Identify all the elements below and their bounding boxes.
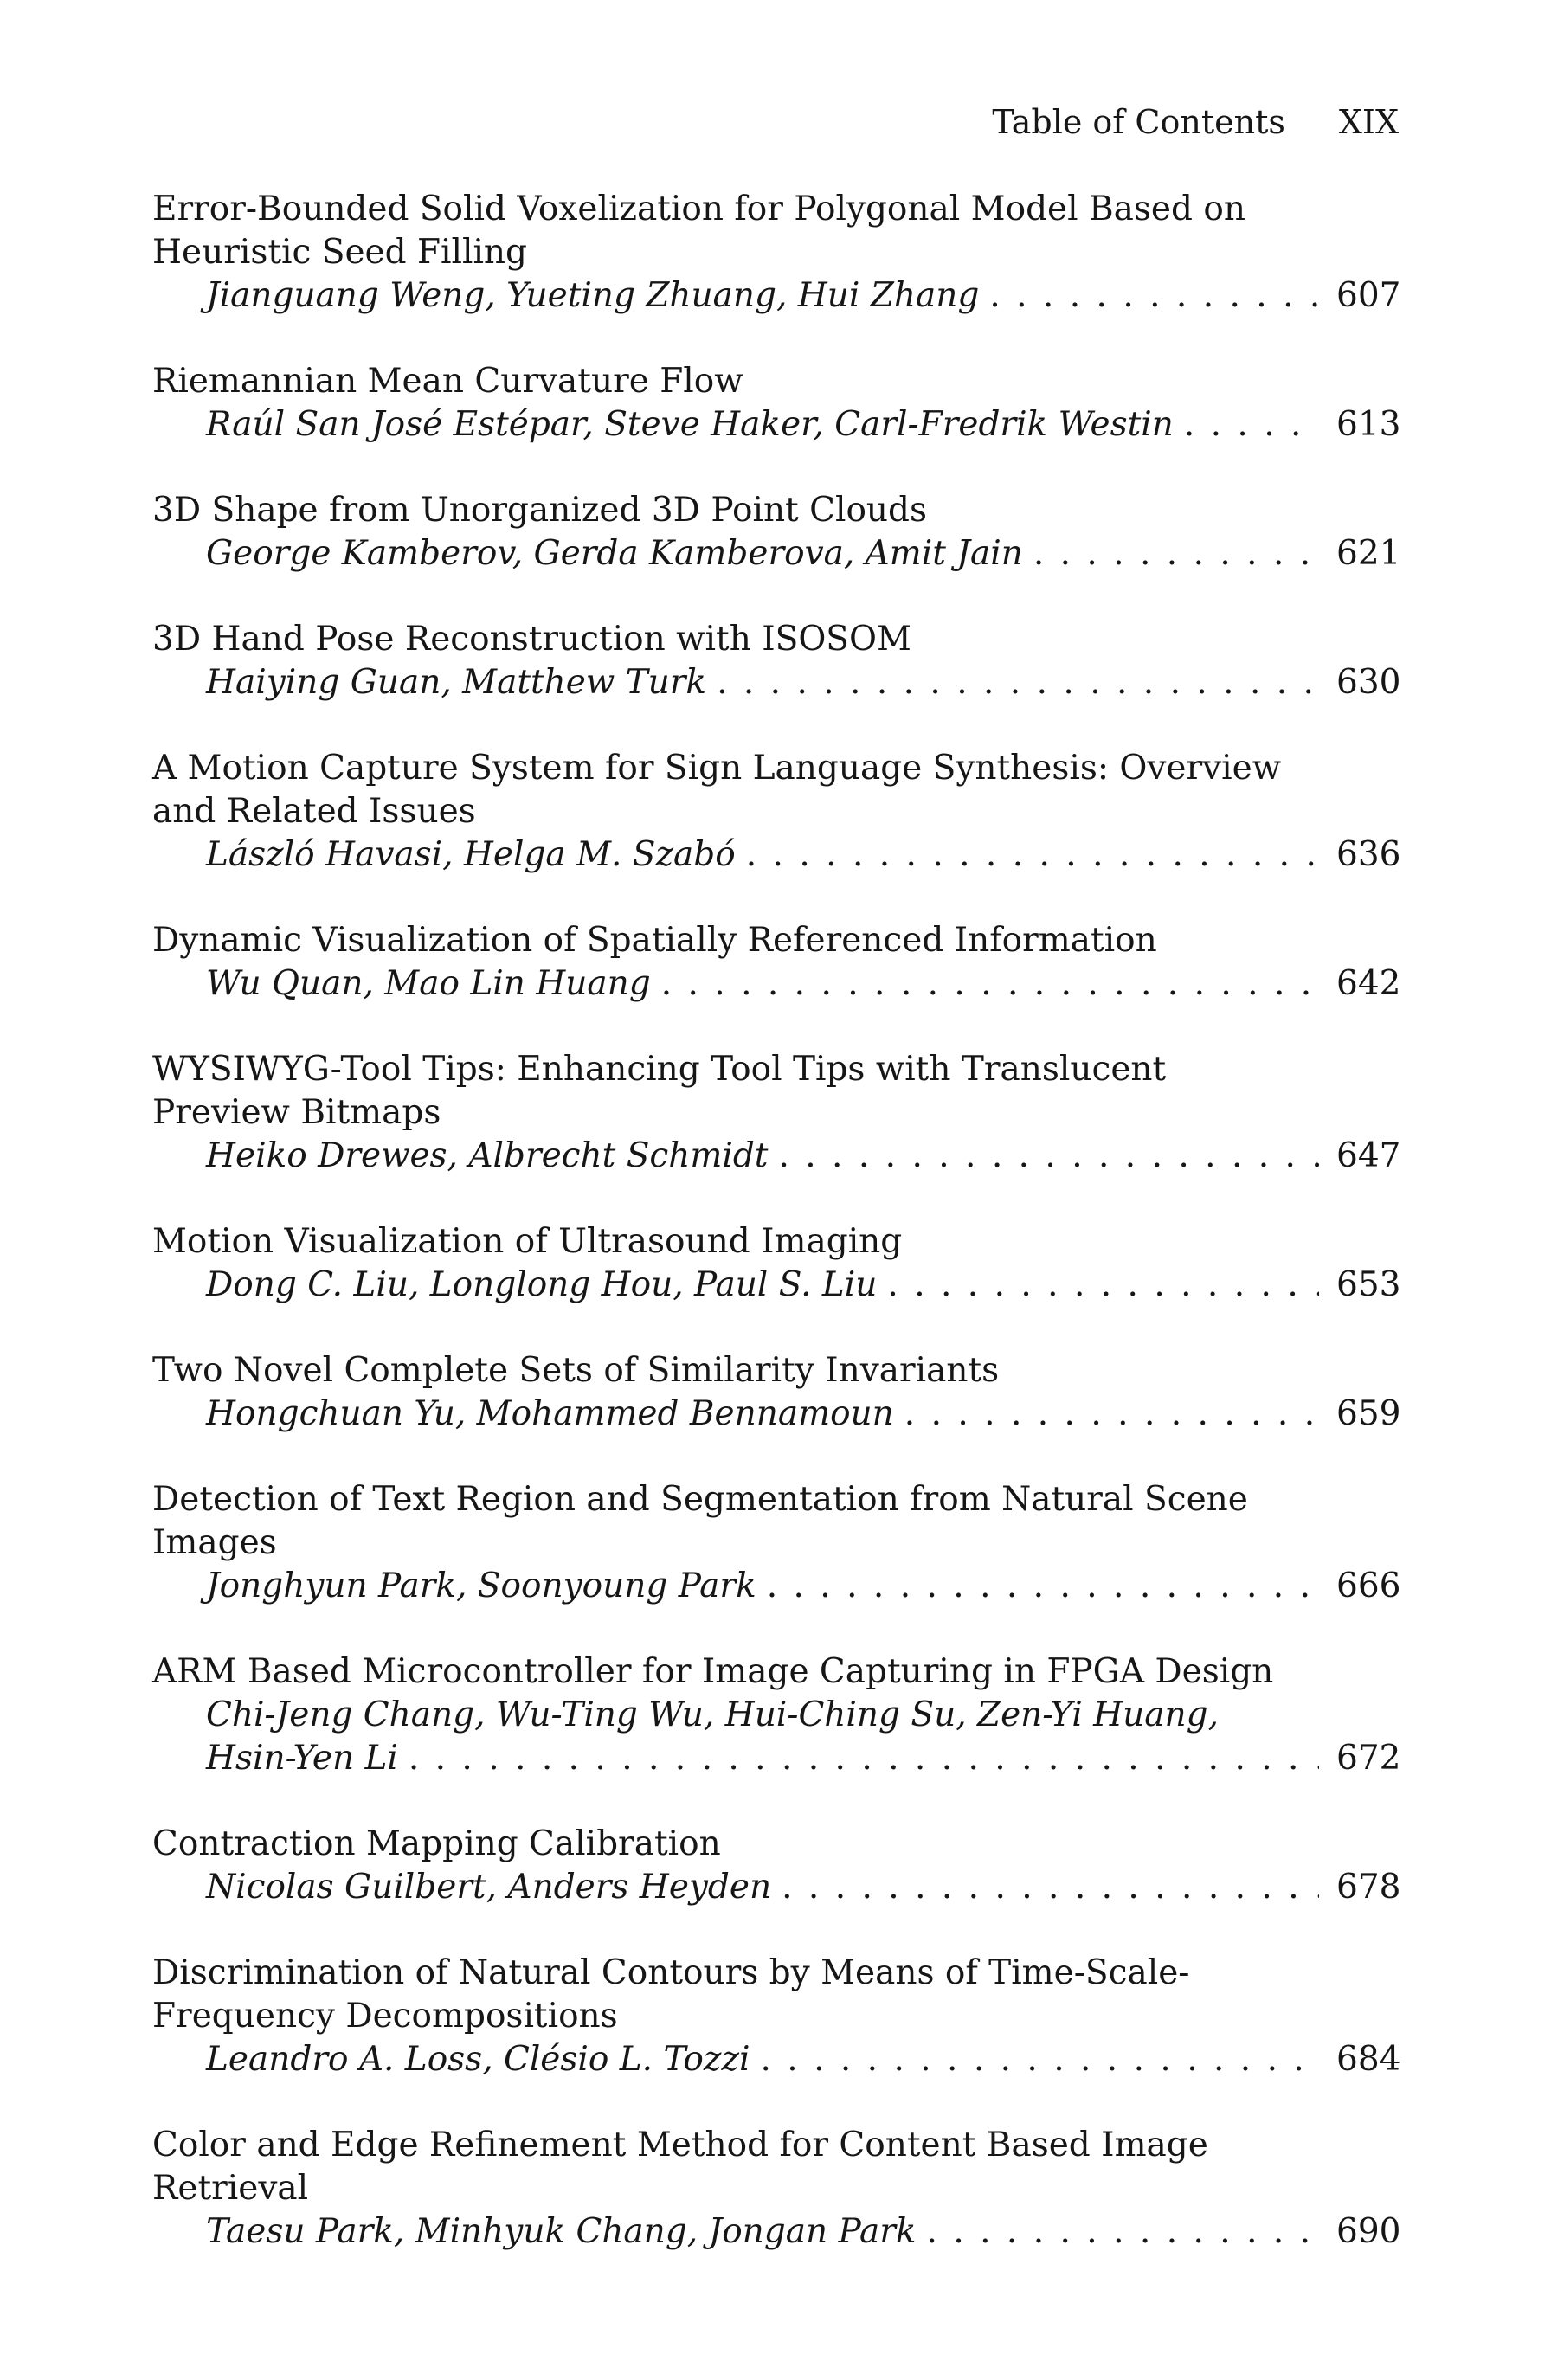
entry-page-number: 607 xyxy=(1336,276,1401,315)
entry-page-number: 647 xyxy=(1336,1136,1401,1175)
entry-authors: László Havasi, Helga M. Szabó xyxy=(206,835,736,874)
dot-leader xyxy=(1033,532,1319,576)
entry-title: WYSIWYG-Tool Tips: Enhancing Tool Tips with Translucent Preview Bitmaps xyxy=(152,1050,1167,1132)
toc-entry xyxy=(152,489,1399,576)
entry-page-number: 630 xyxy=(1336,663,1401,702)
entry-authors: Taesu Park, Minhyuk Chang, Jongan Park xyxy=(206,2212,917,2251)
toc-entry xyxy=(152,919,1399,1006)
toc-entry xyxy=(152,1823,1399,1909)
entry-title: Color and Edge Refinement Method for Content Based Image Retrieval xyxy=(152,2126,1208,2208)
entry-title: Dynamic Visualization of Spatially Referenced Information xyxy=(152,921,1157,960)
toc-entry xyxy=(152,188,1399,318)
entry-title: 3D Shape from Unorganized 3D Point Clouds xyxy=(152,491,928,530)
entry-authors: Hongchuan Yu, Mohammed Bennamoun xyxy=(206,1394,894,1433)
entry-authors-line xyxy=(152,2210,1399,2254)
entry-authors: Wu Quan, Mao Lin Huang xyxy=(206,964,651,1003)
dot-leader xyxy=(746,833,1319,877)
dot-leader xyxy=(717,661,1319,704)
entry-title: A Motion Capture System for Sign Language Synthesis: Overview and Related Issues xyxy=(152,749,1282,831)
entry-authors-line xyxy=(152,1866,1399,1909)
header-section-title: Table of Contents xyxy=(992,103,1285,141)
entry-authors-line xyxy=(152,833,1399,877)
entry-authors-line xyxy=(152,1135,1399,1178)
entry-authors: Hsin-Yen Li xyxy=(206,1739,398,1778)
entry-authors: Heiko Drewes, Albrecht Schmidt xyxy=(206,1136,769,1175)
entry-authors-line xyxy=(152,1737,1399,1780)
entry-title: Contraction Mapping Calibration xyxy=(152,1824,721,1863)
entry-page-number: 621 xyxy=(1336,534,1401,573)
running-header xyxy=(152,100,1399,144)
toc-entry xyxy=(152,1478,1399,1608)
entry-page-number: 684 xyxy=(1336,2040,1401,2079)
entry-title: Error-Bounded Solid Voxelization for Polygonal Model Based on Heuristic Seed Filling xyxy=(152,190,1245,272)
entry-authors-line xyxy=(152,962,1399,1006)
dot-leader xyxy=(1184,403,1319,447)
toc-entry xyxy=(152,1048,1399,1178)
entry-authors: Haiying Guan, Matthew Turk xyxy=(206,663,707,702)
entry-authors-first-line: Chi-Jeng Chang, Wu-Ting Wu, Hui-Ching Su, Zen-Yi Huang, xyxy=(206,1695,1219,1734)
entry-title: 3D Hand Pose Reconstruction with ISOSOM xyxy=(152,620,911,659)
dot-leader xyxy=(904,1393,1319,1436)
entry-authors: Dong C. Liu, Longlong Hou, Paul S. Liu xyxy=(206,1265,878,1304)
entry-page-number: 690 xyxy=(1336,2212,1401,2251)
dot-leader xyxy=(782,1866,1319,1909)
entry-authors-line xyxy=(152,1264,1399,1307)
toc-entry xyxy=(152,618,1399,704)
entry-authors: Nicolas Guilbert, Anders Heyden xyxy=(206,1868,772,1907)
entry-authors: Raúl San José Estépar, Steve Haker, Carl-Fredrik Westin xyxy=(206,405,1174,444)
entry-authors-line xyxy=(152,1565,1399,1608)
toc-entry xyxy=(152,1349,1399,1436)
entry-authors: Leandro A. Loss, Clésio L. Tozzi xyxy=(206,2040,750,2079)
entry-authors: Jonghyun Park, Soonyoung Park xyxy=(206,1566,756,1605)
entry-page-number: 653 xyxy=(1336,1265,1401,1304)
entry-page-number: 666 xyxy=(1336,1566,1401,1605)
dot-leader xyxy=(989,274,1319,318)
entry-authors-line xyxy=(152,1393,1399,1436)
toc-entry xyxy=(152,747,1399,877)
entry-authors-line xyxy=(152,274,1399,318)
header-page-number: XIX xyxy=(1338,103,1399,141)
dot-leader xyxy=(887,1264,1319,1307)
entry-page-number: 678 xyxy=(1336,1868,1401,1907)
toc-entry xyxy=(152,1952,1399,2081)
entry-page-number: 642 xyxy=(1336,964,1401,1003)
entry-page-number: 672 xyxy=(1336,1739,1401,1778)
entry-title: ARM Based Microcontroller for Image Capturing in FPGA Design xyxy=(152,1652,1274,1691)
entry-title: Two Novel Complete Sets of Similarity Invariants xyxy=(152,1351,1000,1390)
entry-authors: Jianguang Weng, Yueting Zhuang, Hui Zhang xyxy=(206,276,980,315)
entry-page-number: 613 xyxy=(1336,405,1401,444)
toc-entry xyxy=(152,1650,1399,1780)
entry-title: Discrimination of Natural Contours by Means of Time-Scale-Frequency Decompositions xyxy=(152,1953,1190,2036)
entry-authors-line xyxy=(152,403,1399,447)
dot-leader xyxy=(767,1565,1319,1608)
entry-page-number: 636 xyxy=(1336,835,1401,874)
toc-entry xyxy=(152,2124,1399,2254)
entry-page-number: 659 xyxy=(1336,1394,1401,1433)
entry-authors-line xyxy=(152,532,1399,576)
entry-authors-line xyxy=(152,2038,1399,2081)
toc-entry xyxy=(152,360,1399,447)
dot-leader xyxy=(927,2210,1319,2254)
entry-authors: George Kamberov, Gerda Kamberova, Amit Jain xyxy=(206,534,1023,573)
entry-title: Motion Visualization of Ultrasound Imaging xyxy=(152,1222,903,1261)
dot-leader xyxy=(661,962,1319,1006)
entry-authors-line xyxy=(152,661,1399,704)
table-of-contents xyxy=(152,188,1399,2296)
toc-entry xyxy=(152,1220,1399,1307)
entry-title: Riemannian Mean Curvature Flow xyxy=(152,362,743,401)
entry-title: Detection of Text Region and Segmentation from Natural Scene Images xyxy=(152,1480,1248,1562)
dot-leader xyxy=(760,2038,1319,2081)
dot-leader xyxy=(778,1135,1319,1178)
dot-leader xyxy=(409,1737,1319,1780)
